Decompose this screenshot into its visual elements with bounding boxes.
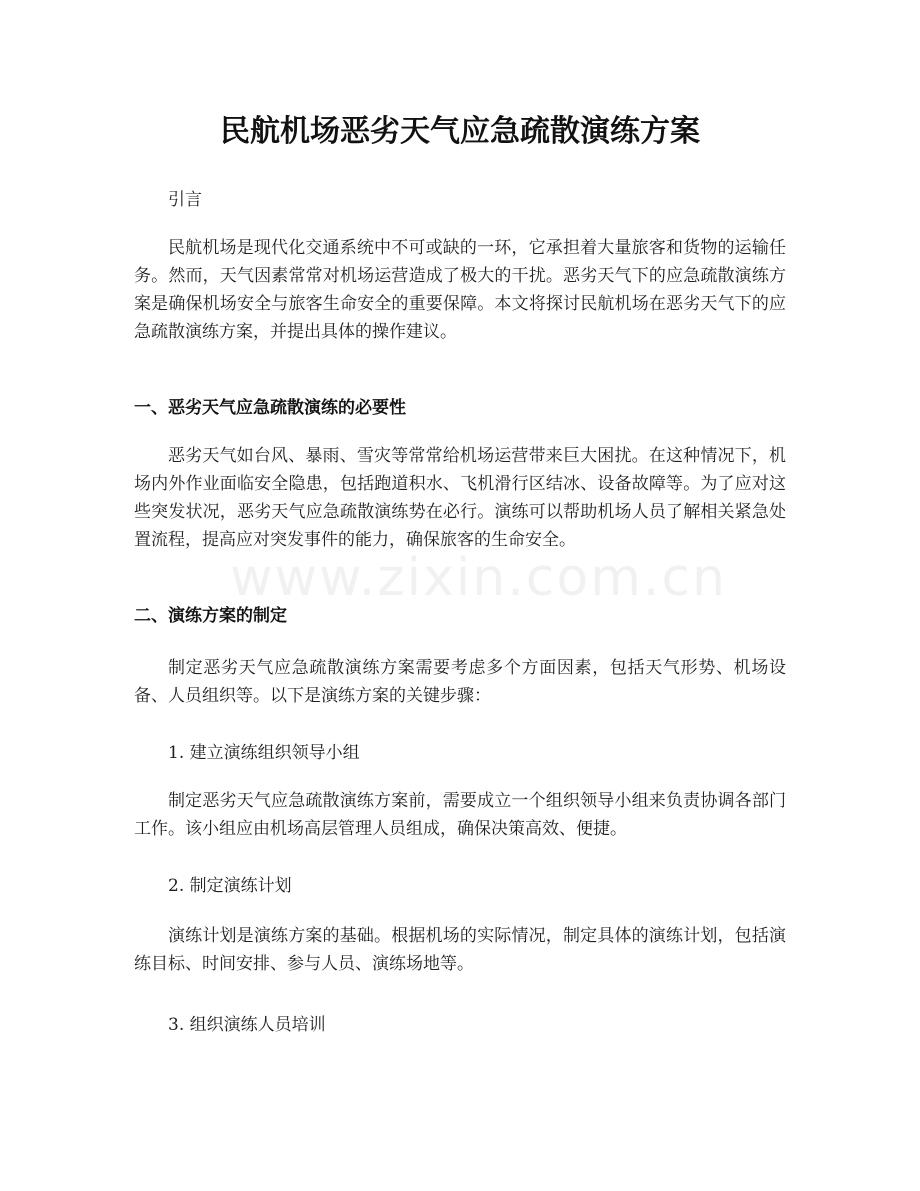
step2-paragraph: 演练计划是演练方案的基础。根据机场的实际情况，制定具体的演练计划，包括演练目标、时间安排、参与人员、演练场地等。: [134, 926, 786, 974]
section2-heading: 二、演练方案的制定: [134, 606, 287, 626]
section2-paragraph: 制定恶劣天气应急疏散演练方案需要考虑多个方面因素，包括天气形势、机场设备、人员组织等。以下是演练方案的关键步骤：: [134, 658, 786, 706]
watermark: www.zixin.com.cn: [230, 548, 727, 608]
step1-label: 1. 建立演练组织领导小组: [168, 743, 360, 763]
step3-label: 3. 组织演练人员培训: [168, 1015, 326, 1035]
intro-label: 引言: [168, 190, 202, 210]
section1-heading: 一、恶劣天气应急疏散演练的必要性: [134, 398, 406, 418]
step1-paragraph: 制定恶劣天气应急疏散演练方案前，需要成立一个组织领导小组来负责协调各部门工作。该小组应由机场高层管理人员组成，确保决策高效、便捷。: [134, 791, 786, 839]
step2-label: 2. 制定演练计划: [168, 876, 292, 896]
section1-paragraph: 恶劣天气如台风、暴雨、雪灾等常常给机场运营带来巨大困扰。在这种情况下，机场内外作业面临安全隐患，包括跑道积水、飞机滑行区结冰、设备故障等。为了应对这些突发状况，恶劣天气应急疏散演练势在必行。演练可以帮助机场人员了解相关紧急处置流程，提高应对突发事件的能力，确保旅客的生命安全。: [134, 446, 786, 550]
intro-paragraph: 民航机场是现代化交通系统中不可或缺的一环，它承担着大量旅客和货物的运输任务。然而，天气因素常常对机场运营造成了极大的干扰。恶劣天气下的应急疏散演练方案是确保机场安全与旅客生命安全的重要保障。本文将探讨民航机场在恶劣天气下的应急疏散演练方案，并提出具体的操作建议。: [134, 238, 786, 342]
document-title: 民航机场恶劣天气应急疏散演练方案: [220, 114, 700, 149]
